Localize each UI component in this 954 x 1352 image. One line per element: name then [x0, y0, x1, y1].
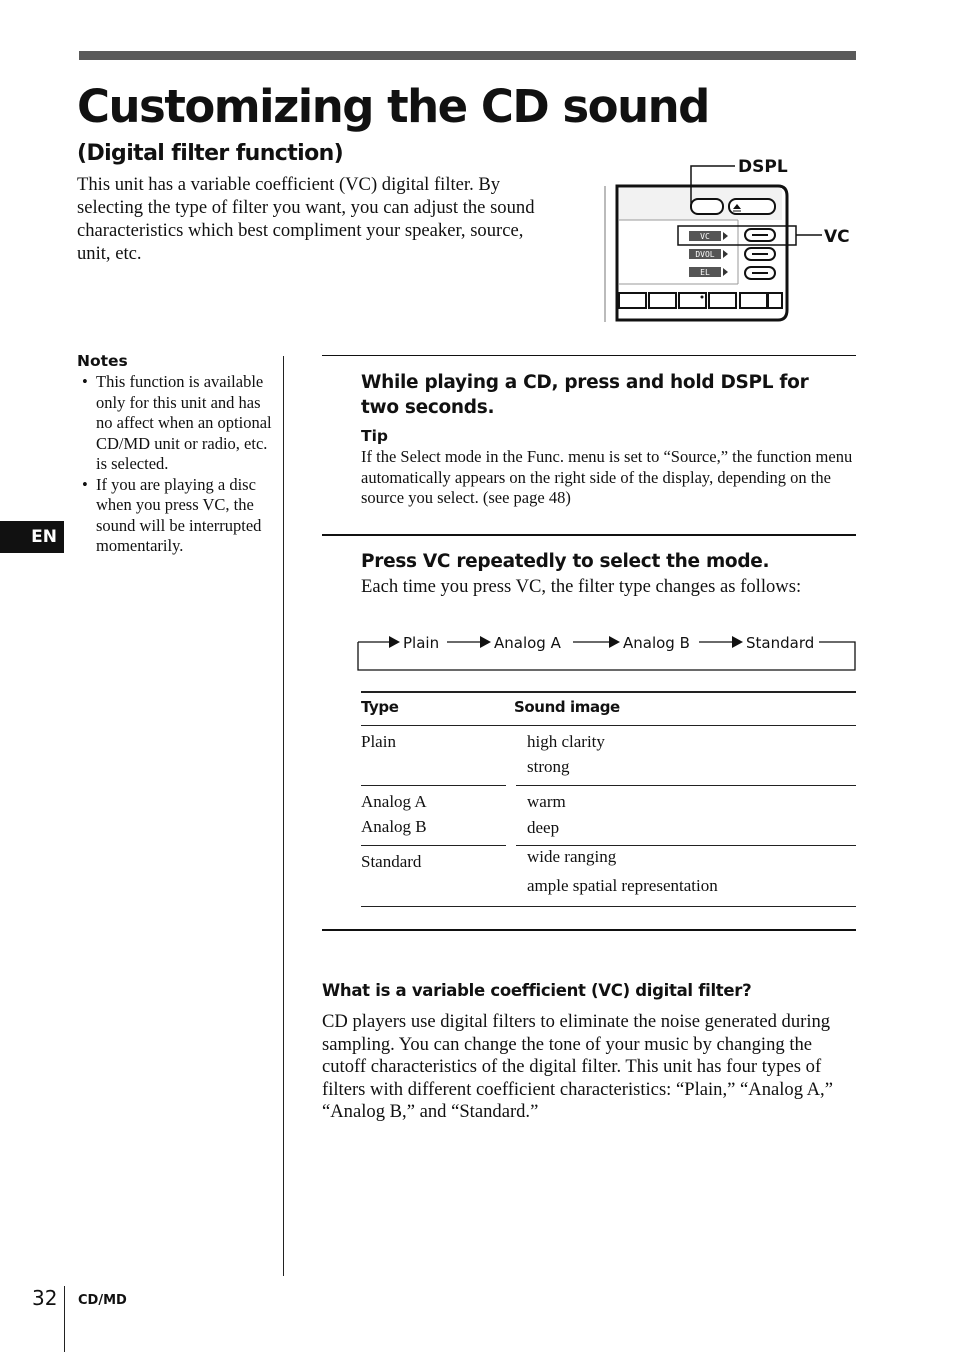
footer-section-label: CD/MD: [78, 1293, 127, 1308]
page-subtitle: (Digital filter function): [77, 141, 344, 166]
explanation-body: CD players use digital filters to eliminate the noise generated during sampling. You can change the tone of your music by changing the cutoff characteristics of the digital filter. This unit has four types of filters with different coefficient characteristics: “Plain,” “Analog A,” “Analog B,” and “Standard.”: [322, 1011, 833, 1123]
column-divider: [283, 356, 284, 1276]
eject-button[interactable]: [729, 199, 775, 214]
dspl-callout-label: DSPL: [738, 157, 788, 177]
intro-paragraph: This unit has a variable coefficient (VC) digital filter. By selecting the type of filter you want, you can adjust the sound characteristics which best compliment your speaker, source, unit, etc.: [77, 174, 535, 264]
step2-text: Each time you press VC, the filter type changes as follows:: [361, 576, 802, 597]
flow-arrow-icon: [389, 636, 400, 648]
steps-bottom-rule: [322, 929, 856, 931]
dvol-button[interactable]: [745, 248, 775, 260]
table-header-type: Type: [361, 698, 399, 716]
flow-arrow-icon: [609, 636, 620, 648]
step1-top-rule: [322, 355, 856, 356]
note-item: [77, 372, 277, 475]
table-header-sound: Sound image: [514, 698, 620, 716]
top-rule: [79, 51, 856, 60]
notes-heading: Notes: [77, 352, 128, 370]
flow-step-analog-b: Analog B: [623, 634, 690, 652]
table-cell-type: Plain: [361, 732, 396, 751]
tip-label: Tip: [361, 427, 388, 445]
flow-step-standard: Standard: [746, 634, 815, 652]
step2-heading: Press VC repeatedly to select the mode.: [361, 551, 770, 572]
unit-front-panel-illustration: [598, 150, 898, 330]
menu-item-vc-text: VC: [700, 232, 710, 241]
note-text: This function is available only for this unit and has no affect when an optional CD/MD unit or radio, etc. is selected.: [96, 372, 272, 473]
table-cell-type: Standard: [361, 852, 422, 871]
preset-buttons-row: [619, 293, 782, 308]
table-row-rule: [516, 785, 856, 786]
note-item: [77, 475, 277, 557]
bullet-icon: •: [82, 372, 88, 391]
table-cell-sound: deep: [527, 818, 560, 837]
table-header-rule: [361, 725, 856, 726]
language-tab: EN: [0, 521, 64, 553]
dspl-button[interactable]: [691, 199, 723, 214]
flow-step-analog-a: Analog A: [494, 634, 561, 652]
table-row-rule: [361, 785, 506, 786]
explanation-heading: What is a variable coefficient (VC) digital filter?: [322, 981, 752, 1000]
vc-callout-label: VC: [824, 227, 850, 247]
notes-list: [77, 372, 277, 557]
note-text: If you are playing a disc when you press VC, the sound will be interrupted momentarily.: [96, 474, 262, 555]
flow-arrow-icon: [732, 636, 743, 648]
menu-item-el-text: EL: [700, 268, 710, 277]
flow-step-plain: Plain: [403, 634, 440, 652]
table-top-rule: [361, 691, 856, 693]
table-cell-sound: warm: [527, 792, 566, 811]
table-cell-type: Analog A: [361, 792, 427, 811]
table-cell-sound: wide ranging: [527, 847, 617, 866]
table-row-rule: [361, 845, 506, 846]
menu-item-dvol-text: DVOL: [695, 250, 715, 259]
table-cell-sound: ample spatial representation: [527, 876, 718, 895]
tip-text: If the Select mode in the Func. menu is set to “Source,” the function menu automatically appears on the right side of the display, depending on the source you select. (see page 48): [361, 447, 853, 507]
table-row-rule: [516, 845, 856, 846]
page-number: 32: [32, 1286, 58, 1310]
table-cell-type: Analog B: [361, 817, 427, 836]
table-cell-sound: high clarity: [527, 732, 605, 751]
flow-arrow-icon: [480, 636, 491, 648]
vc-button[interactable]: [745, 229, 775, 241]
step2-top-rule: [322, 534, 856, 536]
table-bottom-rule: [361, 906, 856, 907]
page-title: Customizing the CD sound: [77, 80, 709, 133]
step1-heading: While playing a CD, press and hold DSPL for two seconds.: [361, 372, 809, 418]
footer-divider: [64, 1286, 65, 1352]
bullet-icon: •: [82, 474, 88, 494]
table-cell-sound: strong: [527, 757, 570, 776]
el-button[interactable]: [745, 267, 775, 279]
mode-cycle-diagram: [357, 630, 857, 672]
